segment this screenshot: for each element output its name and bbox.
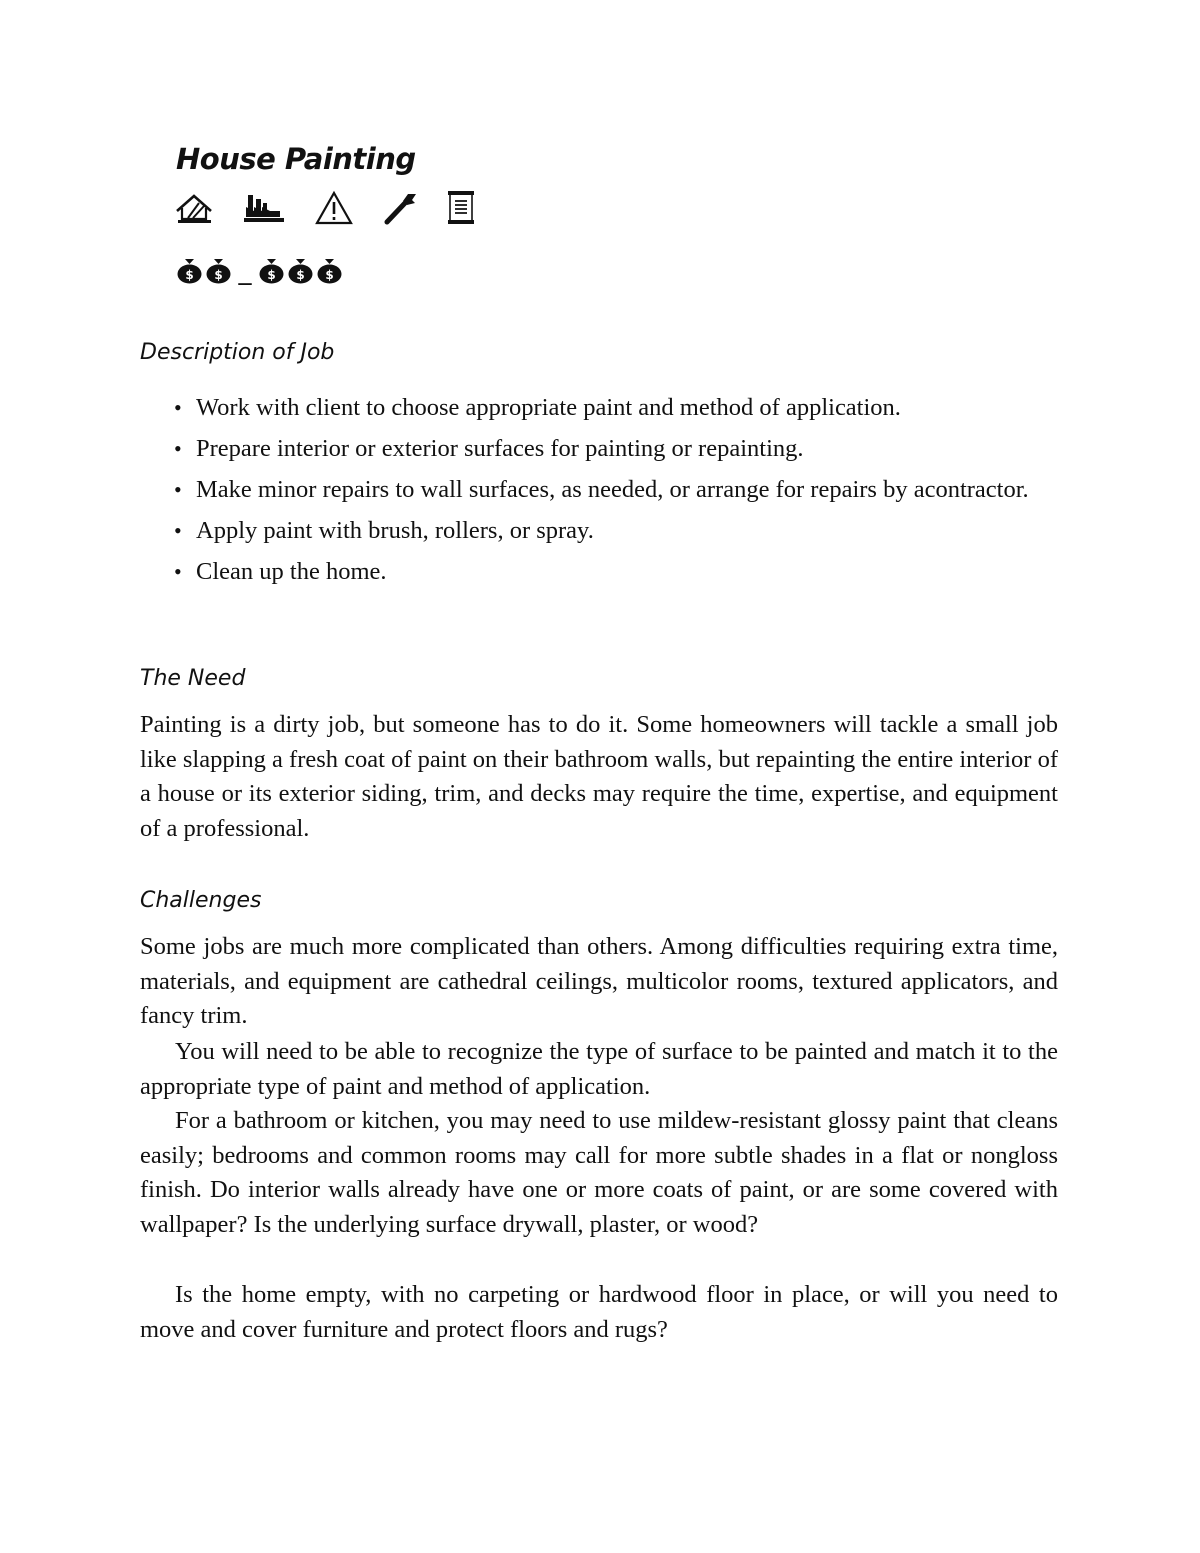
svg-text:$: $ xyxy=(185,268,194,282)
list-item: • Work with client to choose appropriate paint and method of application. xyxy=(172,392,1058,424)
list-item: • Prepare interior or exterior surfaces for painting or repainting. xyxy=(172,433,1058,465)
list-item: • Clean up the home. xyxy=(172,556,1058,588)
cost-rating xyxy=(176,250,343,284)
challenges-paragraph: Some jobs are much more complicated than others. Among difficulties requiring extra time, materials, and equipment are cathedral ceilings, multicolor rooms, textured applicators, and fancy trim. xyxy=(140,933,1058,1030)
svg-text:$: $ xyxy=(325,268,334,282)
description-heading: Description of Job xyxy=(140,340,335,365)
challenges-paragraph: For a bathroom or kitchen, you may need to use mildew-resistant glossy paint that cleans easily; bedrooms and common rooms may call for more subtle shades in a flat or nongloss finish. Do interior walls already have one or more coats of paint, or are some covered with wallpaper? Is the underlying surface drywall, plaster, or wood? xyxy=(140,1107,1058,1239)
money-bag-icon xyxy=(176,256,203,284)
wrench-icon xyxy=(382,191,418,225)
document-icon xyxy=(446,190,476,226)
warning-icon xyxy=(314,190,354,226)
money-bag-icon xyxy=(258,256,285,284)
page-title: House Painting xyxy=(176,142,416,176)
job-icons xyxy=(174,188,476,228)
svg-text:$: $ xyxy=(296,268,305,282)
need-heading: The Need xyxy=(140,666,246,691)
challenges-paragraph: Is the home empty, with no carpeting or hardwood floor in place, or will you need to move and cover furniture and protect floors and rugs? xyxy=(140,1281,1058,1343)
svg-text:$: $ xyxy=(214,268,223,282)
svg-text:$: $ xyxy=(267,268,276,282)
description-list xyxy=(172,392,1058,597)
challenges-heading: Challenges xyxy=(140,888,262,913)
money-bag-icon xyxy=(316,256,343,284)
money-bag-icon xyxy=(287,256,314,284)
challenges-paragraph: You will need to be able to recognize the type of surface to be painted and match it to the appropriate type of paint and method of application. xyxy=(140,1038,1058,1100)
factory-icon xyxy=(242,191,286,225)
list-item: • Make minor repairs to wall surfaces, as needed, or arrange for repairs by acontractor. xyxy=(172,474,1058,506)
need-paragraph: Painting is a dirty job, but someone has to do it. Some homeowners will tackle a small job like slapping a fresh coat of paint on their bathroom walls, but repainting the entire interior of a house or its exterior siding, trim, and decks may require the time, expertise, and equipment of a professional. xyxy=(140,711,1058,843)
cost-separator: _ xyxy=(238,256,252,286)
list-item: • Apply paint with brush, rollers, or spray. xyxy=(172,515,1058,547)
house-icon xyxy=(174,191,214,225)
money-bag-icon xyxy=(205,256,232,284)
